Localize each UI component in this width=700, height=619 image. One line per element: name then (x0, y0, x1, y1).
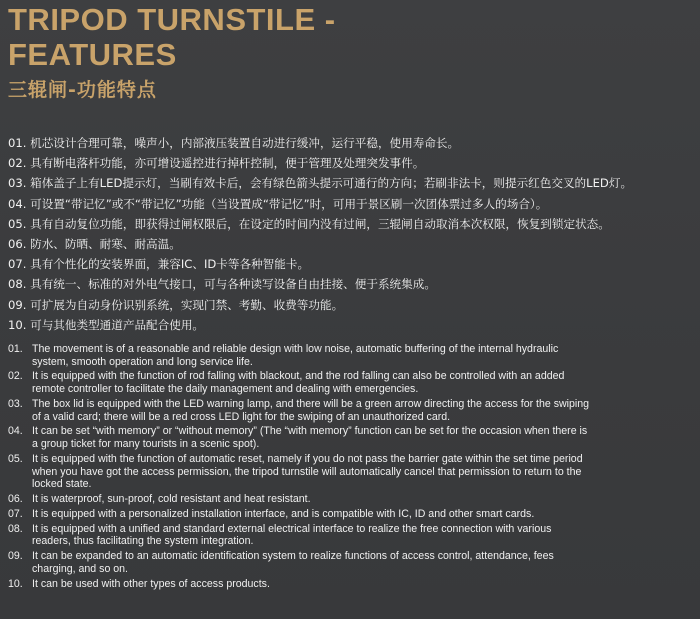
feature-text-line: a group ticket for many tourists in a scenic spot). (32, 438, 260, 451)
english-feature-item (8, 370, 698, 395)
english-feature-list (8, 343, 698, 590)
feature-text-line: locked state. (32, 478, 92, 491)
feature-text-line: It is equipped with the function of rod falling with blackout, and the rod falling can also be controlled with an added (32, 370, 565, 383)
chinese-feature-item: 06. 防水、防晒、耐寒、耐高温。 (8, 237, 181, 252)
feature-number: 06. (8, 493, 23, 506)
feature-number: 09. (8, 550, 23, 563)
feature-text-line: when you have got the access permission, the tripod turnstile will automatically cancel that permission to return to the (32, 465, 582, 478)
chinese-feature-item: 09. 可扩展为自动身份识别系统，实现门禁、考勤、收费等功能。 (8, 297, 344, 312)
feature-text-line: It is waterproof, sun-proof, cold resistant and heat resistant. (32, 493, 311, 506)
chinese-subtitle: 三辊闸-功能特点 (8, 79, 157, 101)
english-feature-item (8, 508, 698, 521)
feature-number: 08. (8, 522, 23, 535)
feature-text-line: It can be used with other types of access products. (32, 577, 270, 590)
english-feature-item (8, 493, 698, 506)
feature-text-line: remote controller to facilitate the daily management and dealing with emergencies. (32, 383, 419, 396)
feature-text-line: It is equipped with a unified and standard external electrical interface to realize the free connection with various (32, 522, 552, 535)
feature-number: 07. (8, 507, 23, 520)
feature-text-line: system, smooth operation and long service life. (32, 355, 253, 368)
chinese-feature-item: 04. 可设置“带记忆”或不“带记忆”功能（当设置成“带记忆”时，可用于景区刷一次团体票过多人的场合）。 (8, 196, 548, 211)
english-feature-item (8, 453, 698, 491)
feature-text-line: readers, thus facilitating the system integration. (32, 535, 254, 548)
feature-number: 01. (8, 343, 23, 355)
page-title (8, 2, 688, 72)
english-feature-item (8, 425, 698, 450)
feature-text-line: It can be set “with memory” or “without memory” (The “with memory” function can be set for the occasion when there is (32, 425, 588, 438)
feature-text-line: charging, and so on. (32, 562, 129, 575)
english-feature-item (8, 578, 698, 591)
chinese-feature-list (8, 133, 698, 335)
chinese-feature-item: 01. 机芯设计合理可靠，噪声小，内部液压装置自动进行缓冲，运行平稳，使用寿命长。 (8, 136, 460, 150)
chinese-feature-item: 07. 具有个性化的安装界面，兼容IC、ID卡等各种智能卡。 (8, 257, 310, 272)
english-feature-item (8, 398, 698, 423)
feature-text-line: It is equipped with the function of automatic reset, namely if you do not pass the barrier gate within the set time period (32, 452, 583, 465)
english-feature-item (8, 343, 698, 368)
feature-number: 10. (8, 577, 23, 590)
chinese-feature-item: 10. 可与其他类型通道产品配合使用。 (8, 317, 205, 332)
feature-number: 04. (8, 425, 23, 438)
chinese-feature-item: 08. 具有统一、标准的对外电气接口，可与各种读写设备自由挂接、便于系统集成。 (8, 277, 436, 292)
feature-text-line: It is equipped with a personalized installation interface, and is compatible with IC, ID and other smart cards. (32, 507, 535, 520)
english-feature-item (8, 550, 698, 575)
feature-number: 05. (8, 452, 23, 465)
feature-text-line: The movement is of a reasonable and reliable design with low noise, automatic buffering of the internal hydraulic (32, 343, 559, 355)
chinese-feature-item: 03. 箱体盖子上有LED提示灯，当刷有效卡后，会有绿色箭头提示可通行的方向；若刷非法卡，则提示红色交叉的LED灯。 (8, 176, 633, 191)
chinese-feature-item: 02. 具有断电落杆功能，亦可增设遥控进行掉杆控制，便于管理及处理突发事件。 (8, 156, 425, 171)
feature-text-line: It can be expanded to an automatic identification system to realize functions of access control, attendance, fees (32, 550, 554, 563)
feature-text-line: The box lid is equipped with the LED warning lamp, and there will be a green arrow directing the access for the swiping (32, 397, 590, 410)
chinese-feature-item: 05. 具有自动复位功能，即获得过闸权限后，在设定的时间内没有过闸，三辊闸自动取消本次权限，恢复到锁定状态。 (8, 216, 610, 231)
english-feature-item (8, 523, 698, 548)
page-title-line-1: TRIPOD TURNSTILE - (8, 2, 336, 37)
feature-number: 02. (8, 370, 23, 383)
feature-text-line: of a valid card; there will be a red cross LED light for the swiping of an unauthorized card. (32, 410, 451, 423)
feature-number: 03. (8, 397, 23, 410)
page-title-line-2: FEATURES (8, 37, 177, 72)
